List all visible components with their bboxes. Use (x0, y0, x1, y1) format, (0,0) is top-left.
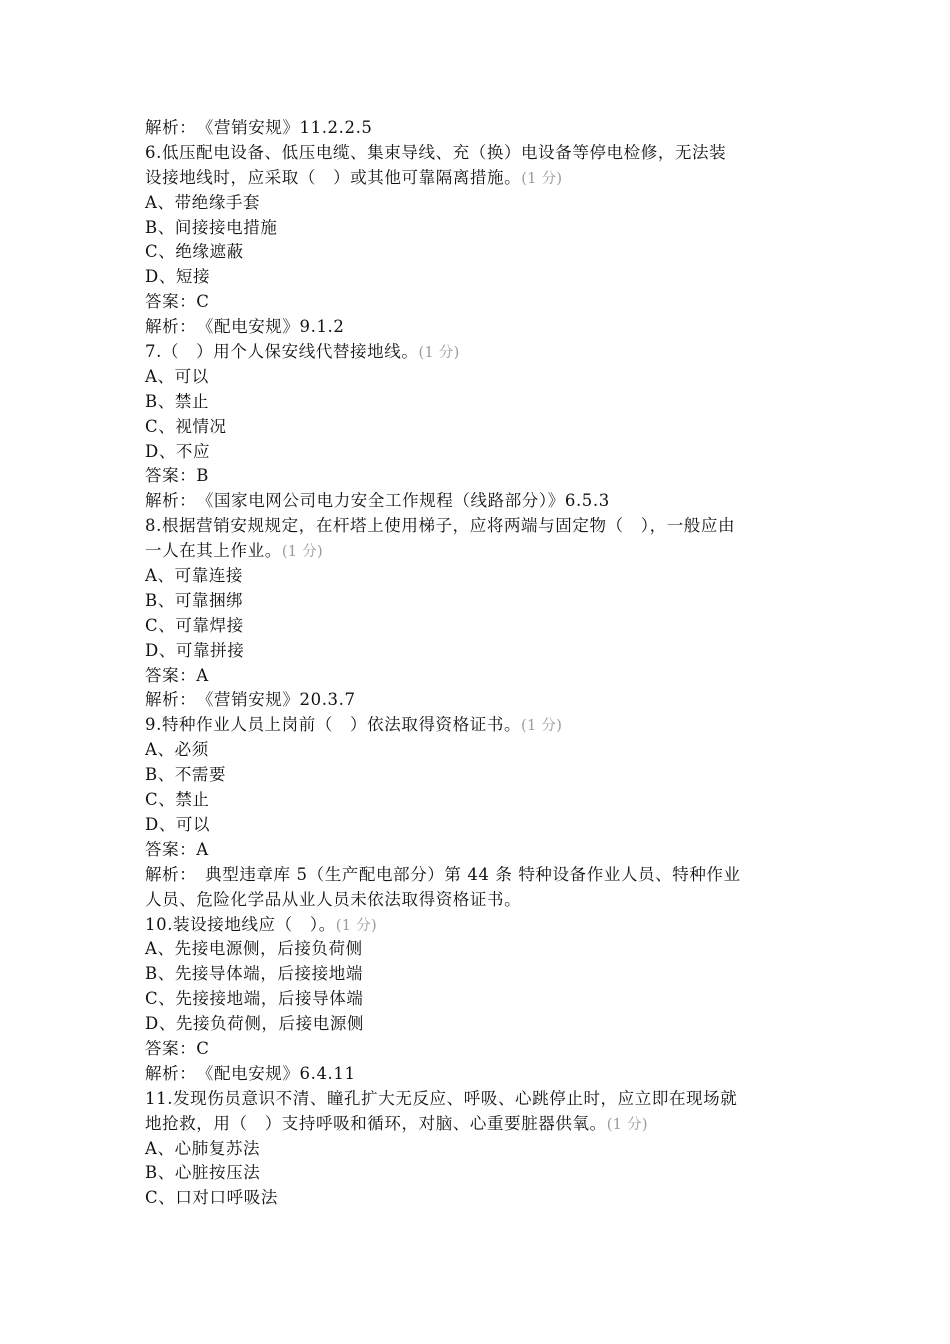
option-line: B、禁止 (145, 391, 210, 411)
document-body (145, 116, 815, 1211)
question-line (145, 913, 815, 938)
question-text: 9.特种作业人员上岗前（ ）依法取得资格证书。 (145, 715, 522, 735)
analysis-line: 解析： 《配电安规》6.4.11 (145, 1063, 356, 1083)
option-line: D、可以 (145, 814, 211, 834)
option-line: D、可靠拼接 (145, 640, 245, 660)
score-label: (1 分) (521, 170, 563, 187)
question-text: 7.（ ）用个人保安线代替接地线。 (145, 342, 419, 362)
option-line: B、不需要 (145, 765, 227, 785)
option-line: A、带绝缘手套 (145, 192, 261, 212)
answer-line: 答案：C (145, 292, 210, 312)
analysis-line: 人员、危险化学品从业人员未依法取得资格证书。 (145, 889, 522, 909)
question-line (145, 514, 815, 539)
question-text: 设接地线时，应采取（ ）或其他可靠隔离措施。 (145, 167, 522, 187)
analysis-line: 解析： 《国家电网公司电力安全工作规程（线路部分）》6.5.3 (145, 491, 610, 511)
question-text: 11.发现伤员意识不清、瞳孔扩大无反应、呼吸、心跳停止时，应立即在现场就 (145, 1088, 738, 1108)
option-line: D、不应 (145, 441, 211, 461)
answer-line: 答案：A (145, 839, 209, 859)
question-text: 6.低压配电设备、低压电缆、集束导线、充（换）电设备等停电检修，无法装 (145, 142, 727, 162)
answer-line: 答案：C (145, 1038, 210, 1058)
option-line: C、视情况 (145, 416, 227, 436)
score-label: (1 分) (521, 718, 563, 735)
option-line: A、必须 (145, 740, 209, 760)
question-line (145, 141, 815, 166)
option-line: A、可靠连接 (145, 566, 244, 586)
option-line: D、先接负荷侧，后接电源侧 (145, 1014, 365, 1034)
option-line: C、禁止 (145, 790, 210, 810)
option-line: C、绝缘遮蔽 (145, 242, 244, 262)
option-line: C、口对口呼吸法 (145, 1188, 278, 1208)
option-line: C、先接接地端，后接导体端 (145, 989, 364, 1009)
question-line (145, 539, 815, 564)
analysis-line: 解析： 典型违章库 5（生产配电部分）第 44 条 特种设备作业人员、特种作业 (145, 864, 741, 884)
question-text: 8.根据营销安规规定，在杆塔上使用梯子，应将两端与固定物（ ），一般应由 (145, 516, 736, 536)
question-text: 10.装设接地线应（ ）。 (145, 914, 336, 934)
analysis-line: 解析： 《配电安规》9.1.2 (145, 317, 345, 337)
score-label: (1 分) (335, 917, 377, 934)
question-line (145, 340, 815, 365)
score-label: (1 分) (418, 345, 460, 362)
answer-line: 答案：A (145, 665, 209, 685)
question-text: 地抢救，用（ ）支持呼吸和循环，对脑、心重要脏器供氧。 (145, 1113, 607, 1133)
option-line: A、可以 (145, 366, 209, 386)
question-line (145, 1112, 815, 1137)
option-line: B、间接接电措施 (145, 217, 278, 237)
option-line: B、心脏按压法 (145, 1163, 261, 1183)
analysis-line: 解析： 《营销安规》20.3.7 (145, 690, 356, 710)
answer-line: 答案：B (145, 466, 210, 486)
option-line: B、先接导体端，后接接地端 (145, 964, 363, 984)
option-line: A、心肺复苏法 (145, 1138, 261, 1158)
option-line: D、短接 (145, 267, 211, 287)
score-label: (1 分) (606, 1116, 648, 1133)
question-line (145, 166, 815, 191)
analysis-line: 解析： 《营销安规》11.2.2.5 (145, 118, 373, 137)
option-line: A、先接电源侧，后接负荷侧 (145, 939, 363, 959)
question-text: 一人在其上作业。 (145, 541, 282, 561)
option-line: B、可靠捆绑 (145, 590, 244, 610)
score-label: (1 分) (281, 544, 323, 561)
option-line: C、可靠焊接 (145, 615, 244, 635)
question-line (145, 1087, 815, 1112)
question-line (145, 713, 815, 738)
